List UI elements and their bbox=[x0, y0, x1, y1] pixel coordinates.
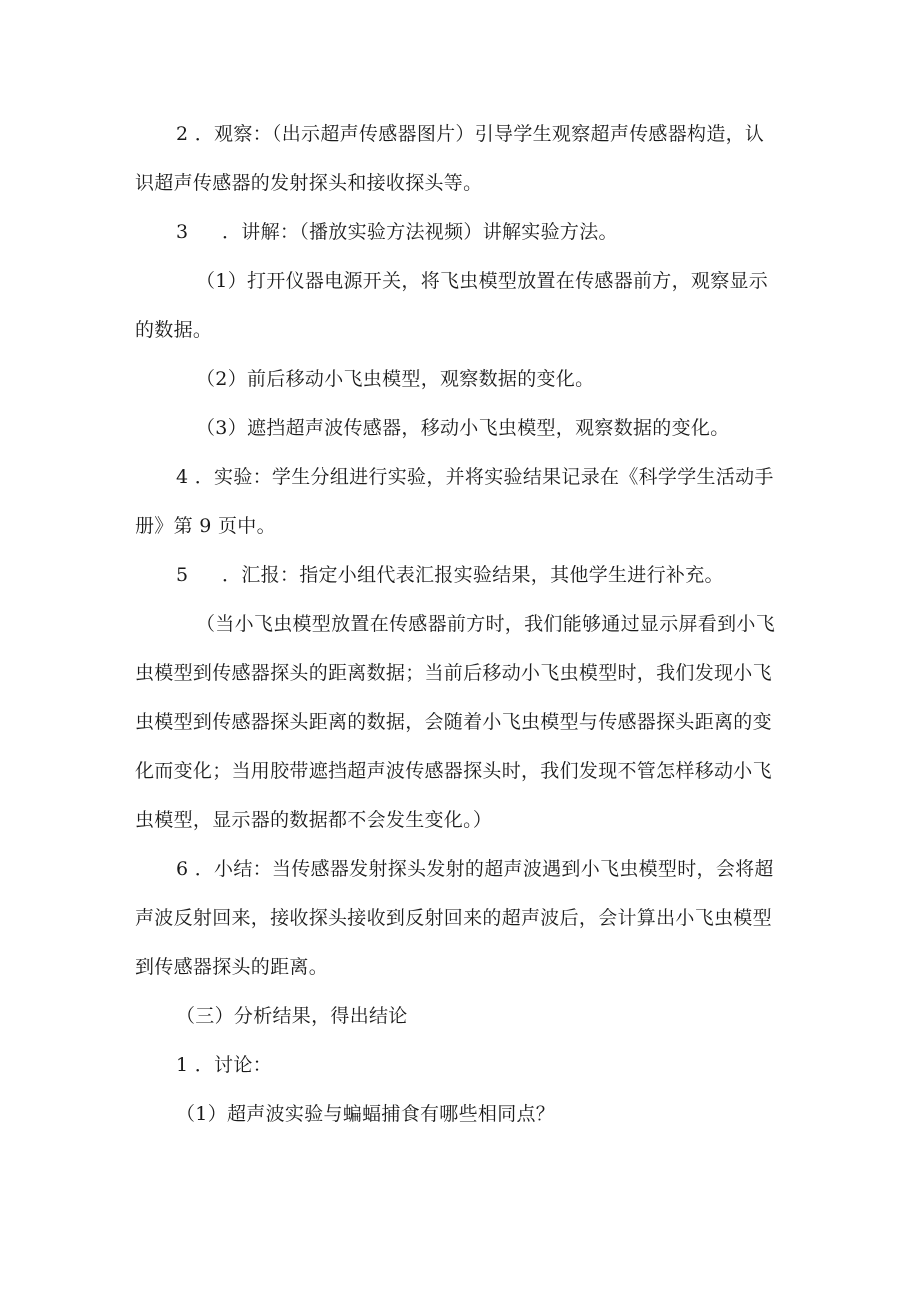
text-line: ．汇报：指定小组代表汇报实验结果，其他学生进行补充。 bbox=[222, 564, 724, 586]
text-line: ．讲解：（播放实验方法视频）讲解实验方法。 bbox=[222, 221, 618, 243]
text-line: 虫模型，显示器的数据都不会发生变化。） bbox=[135, 809, 493, 831]
text-line: （1）超声波实验与蝙蝠捕食有哪些相同点？ bbox=[176, 1103, 556, 1125]
text-line: 2 ．观察：（出示超声传感器图片）引导学生观察超声传感器构造，认 bbox=[176, 123, 765, 145]
text-line: 到传感器探头的距离。 bbox=[135, 956, 329, 978]
text-line: （2）前后移动小飞虫模型，观察数据的变化。 bbox=[196, 368, 595, 390]
text-line: 识超声传感器的发射探头和接收探头等。 bbox=[135, 172, 483, 194]
text-line: 4 ．实验：学生分组进行实验，并将实验结果记录在《科学学生活动手 bbox=[176, 466, 774, 488]
text-line: 的数据。 bbox=[135, 319, 213, 341]
text-line: 虫模型到传感器探头距离的数据，会随着小飞虫模型与传感器探头距离的变 bbox=[135, 711, 772, 733]
text-line: 6 ．小结：当传感器发射探头发射的超声波遇到小飞虫模型时，会将超 bbox=[176, 858, 774, 880]
text-line: （1）打开仪器电源开关，将飞虫模型放置在传感器前方，观察显示 bbox=[196, 270, 769, 292]
section-heading: （三）分析结果，得出结论 bbox=[176, 1005, 408, 1027]
text-line: （当小飞虫模型放置在传感器前方时，我们能够通过显示屏看到小飞 bbox=[196, 613, 776, 635]
text-line: 声波反射回来，接收探头接收到反射回来的超声波后，会计算出小飞虫模型 bbox=[135, 907, 772, 929]
list-number: 5 bbox=[176, 564, 189, 586]
text-line: 1 ．讨论： bbox=[176, 1054, 272, 1076]
text-line: 虫模型到传感器探头的距离数据；当前后移动小飞虫模型时，我们发现小飞 bbox=[135, 662, 772, 684]
text-line: （3）遮挡超声波传感器，移动小飞虫模型，观察数据的变化。 bbox=[196, 417, 730, 439]
text-line: 化而变化；当用胶带遮挡超声波传感器探头时，我们发现不管怎样移动小飞 bbox=[135, 760, 772, 782]
list-number: 3 bbox=[176, 221, 189, 243]
text-line: 册》第 9 页中。 bbox=[135, 515, 276, 537]
